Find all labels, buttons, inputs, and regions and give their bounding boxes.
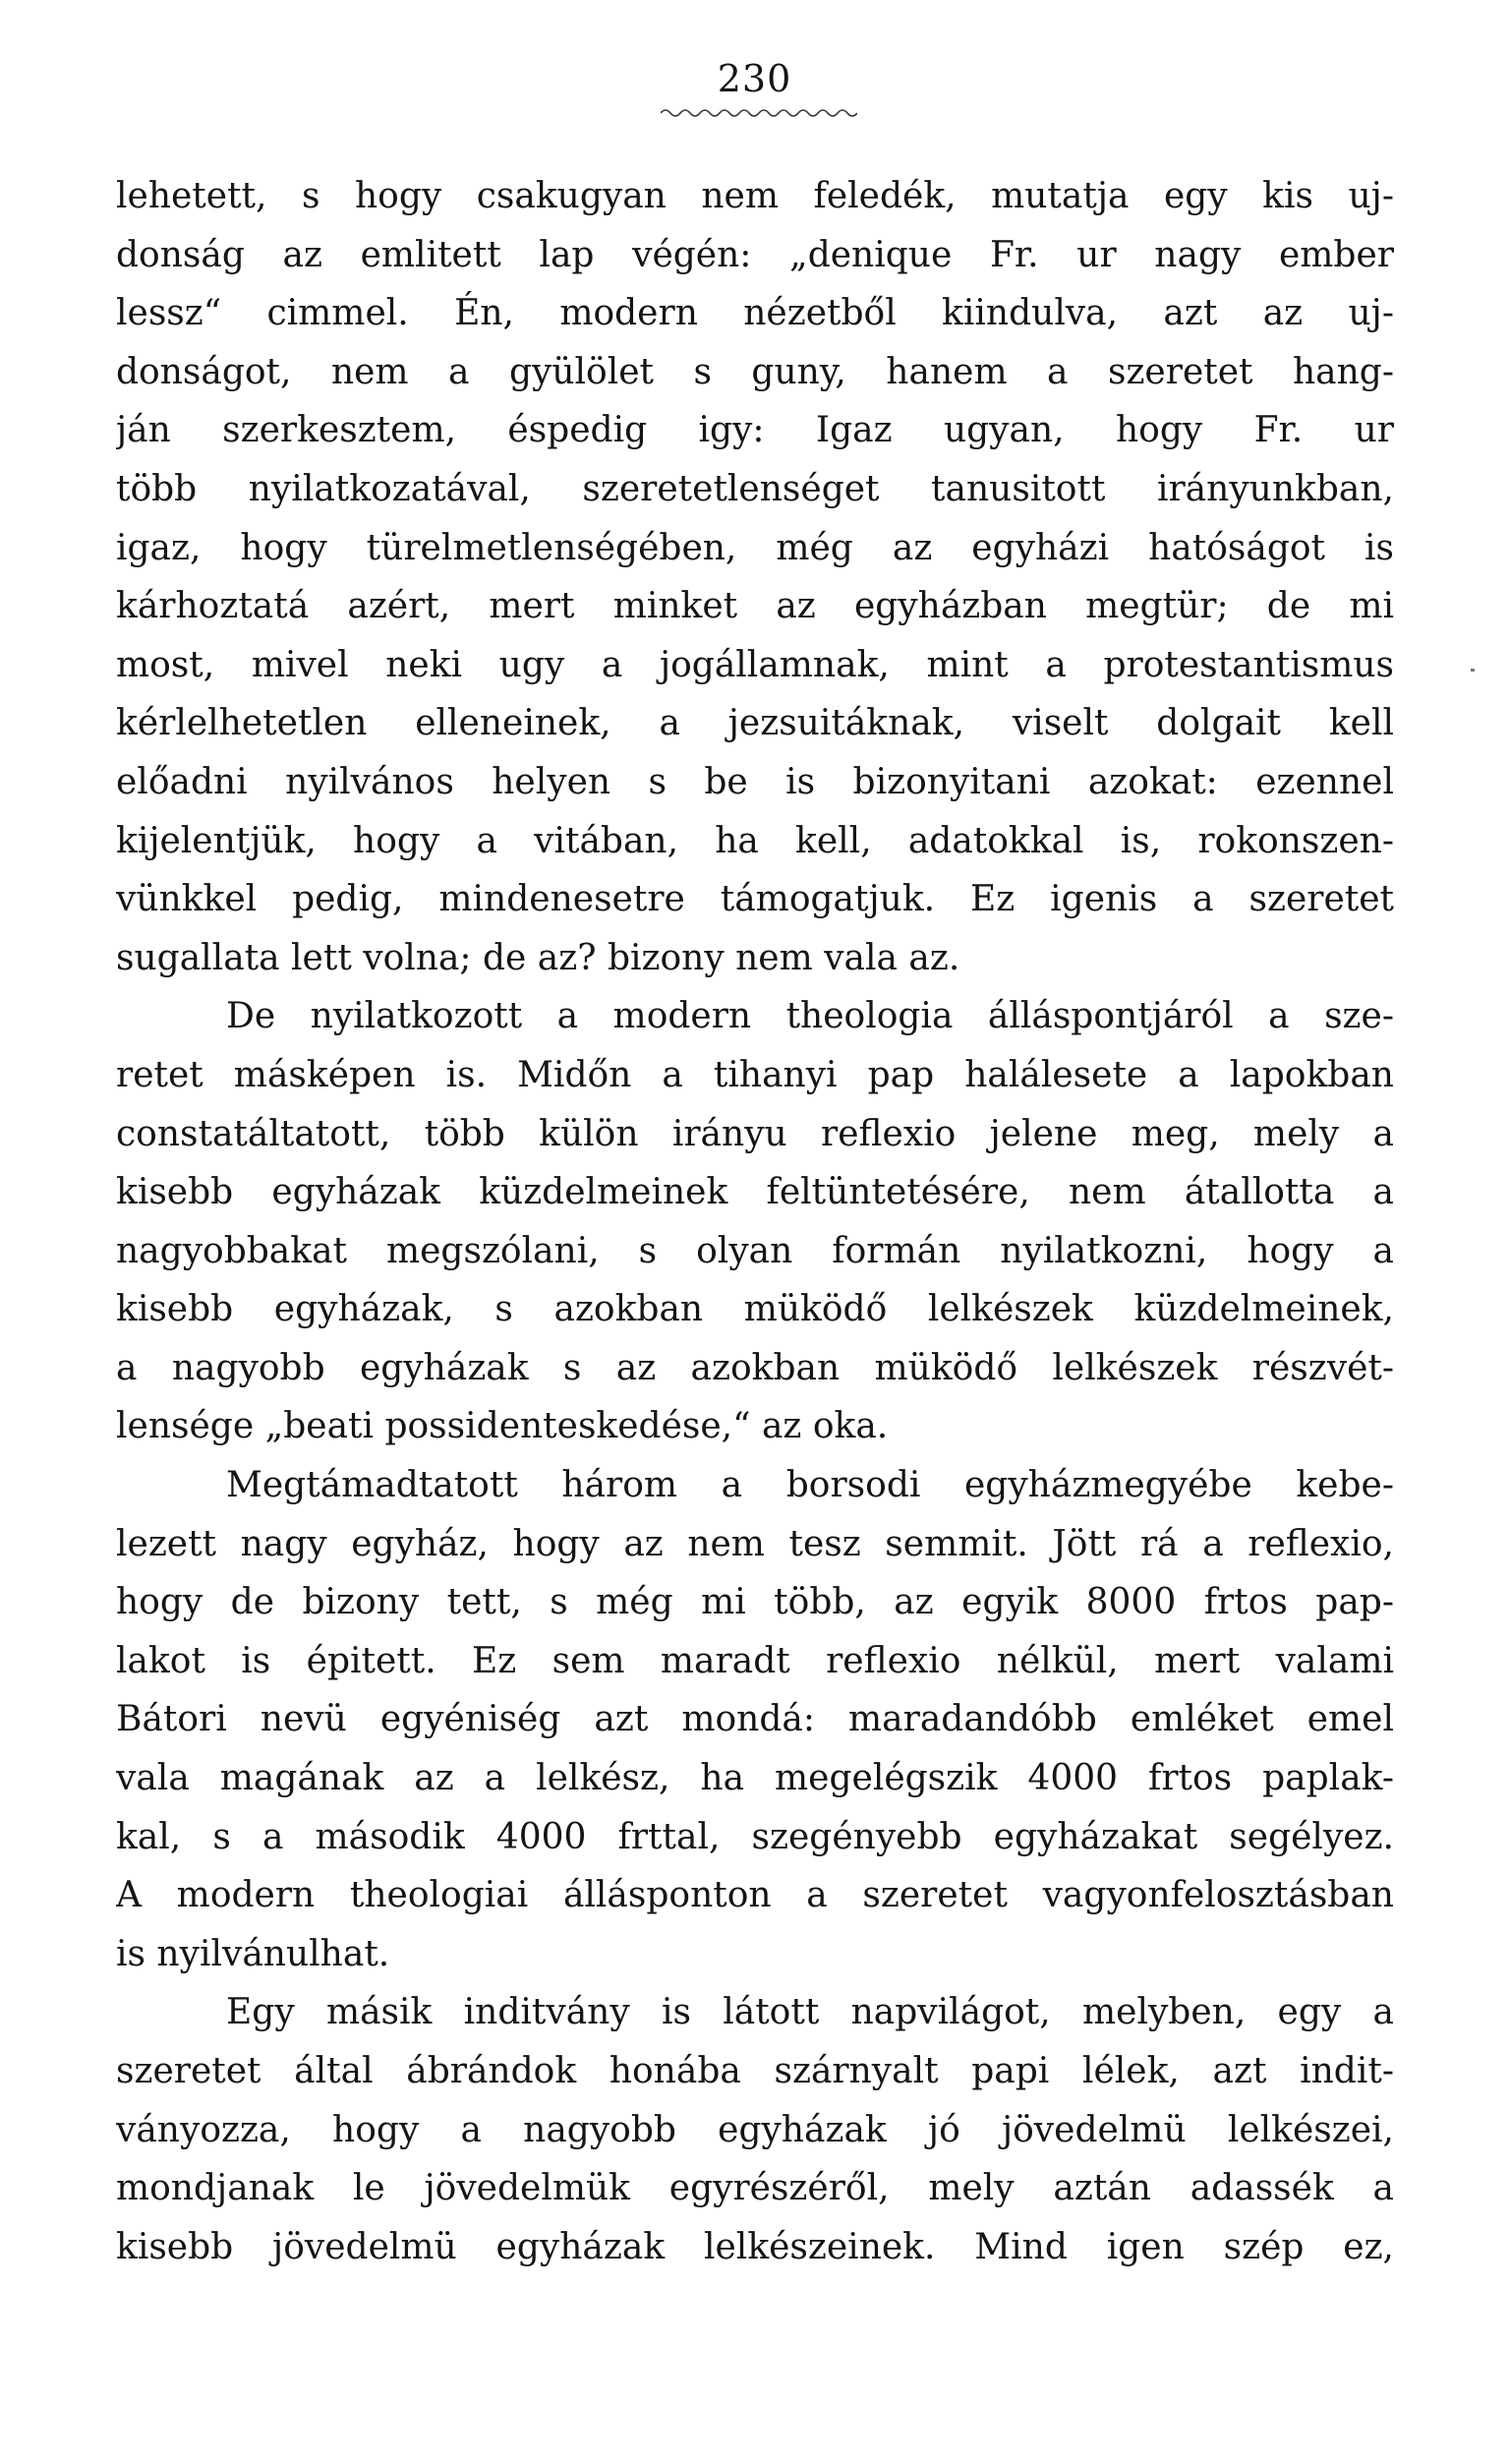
text-line: lehetett, s hogy csakugyan nem feledék, mutatja egy kis uj-: [116, 176, 1394, 216]
text-line: kal, s a második 4000 frttal, szegényebb egyházakat segélyez.: [116, 1816, 1394, 1857]
decorative-wavy-rule: [661, 106, 857, 120]
text-line: lakot is épitett. Ez sem maradt reflexio nélkül, mert valami: [116, 1640, 1394, 1681]
text-line: lessz“ cimmel. Én, modern nézetből kiindulva, azt az uj-: [116, 293, 1394, 334]
text-line: retet másképen is. Midőn a tihanyi pap halálesete a lapokban: [116, 1054, 1394, 1095]
text-line: Egy másik inditvány is látott napvilágot, melyben, egy a: [226, 1992, 1394, 2033]
text-line: több nyilatkozatával, szeretetlenséget tanusitott irányunkban,: [116, 468, 1394, 509]
text-line: szeretet által ábrándok honába szárnyalt papi lélek, azt indit-: [116, 2051, 1394, 2091]
text-line: Bátori nevü egyéniség azt mondá: maradandóbb emléket emel: [116, 1699, 1394, 1740]
margin-speck: [1471, 669, 1475, 672]
text-line: kisebb egyházak, s azokban müködő lelkészek küzdelmeinek,: [116, 1289, 1394, 1330]
text-line: kisebb jövedelmü egyházak lelkészeinek. Mind igen szép ez,: [116, 2226, 1394, 2267]
text-line: most, mivel neki ugy a jogállamnak, mint a protestantismus: [116, 644, 1394, 685]
text-line: De nyilatkozott a modern theologia álláspontjáról a sze-: [226, 996, 1394, 1037]
text-line: constatáltatott, több külön irányu reflexio jelene meg, mely a: [116, 1113, 1394, 1154]
text-line: lensége „beati possidenteskedése,“ az oka.: [116, 1406, 889, 1447]
text-line: a nagyobb egyházak s az azokban müködő lelkészek részvét-: [116, 1347, 1394, 1388]
text-line: ján szerkesztem, éspedig igy: Igaz ugyan, hogy Fr. ur: [116, 410, 1394, 451]
body-text: [116, 167, 1394, 2276]
text-line: A modern theologiai állásponton a szeretet vagyonfelosztásban: [116, 1875, 1394, 1916]
text-line: igaz, hogy türelmetlenségében, még az egyházi hatóságot is: [116, 527, 1394, 568]
text-line: kérlelhetetlen elleneinek, a jezsuitáknak, viselt dolgait kell: [116, 703, 1394, 744]
page-number: 230: [717, 57, 792, 100]
text-line: sugallata lett volna; de az? bizony nem vala az.: [116, 937, 960, 978]
text-line: lezett nagy egyház, hogy az nem tesz semmit. Jött rá a reflexio,: [116, 1523, 1394, 1564]
text-line: donságot, nem a gyülölet s guny, hanem a szeretet hang-: [116, 351, 1394, 392]
text-line: kárhoztatá azért, mert minket az egyházban megtür; de mi: [116, 586, 1394, 627]
text-line: előadni nyilvános helyen s be is bizonyitani azokat: ezennel: [116, 761, 1394, 802]
text-line: is nyilvánulhat.: [116, 1933, 390, 1974]
text-line: vünkkel pedig, mindenesetre támogatjuk. Ez igenis a szeretet: [116, 879, 1394, 920]
text-line: Megtámadtatott három a borsodi egyházmegyébe kebe-: [226, 1465, 1394, 1506]
text-line: hogy de bizony tett, s még mi több, az egyik 8000 frtos pap-: [116, 1582, 1394, 1623]
text-line: kijelentjük, hogy a vitában, ha kell, adatokkal is, rokonszen-: [116, 820, 1394, 861]
text-line: mondjanak le jövedelmük egyrészéről, mely aztán adassék a: [116, 2168, 1394, 2209]
text-line: ványozza, hogy a nagyobb egyházak jó jövedelmü lelkészei,: [116, 2109, 1394, 2150]
text-line: nagyobbakat megszólani, s olyan formán nyilatkozni, hogy a: [116, 1230, 1394, 1271]
text-line: kisebb egyházak küzdelmeinek feltüntetésére, nem átallotta a: [116, 1172, 1394, 1213]
text-line: vala magának az a lelkész, ha megelégszik 4000 frtos paplak-: [116, 1758, 1394, 1799]
text-line: donság az emlitett lap végén: „denique Fr. ur nagy ember: [116, 234, 1394, 275]
